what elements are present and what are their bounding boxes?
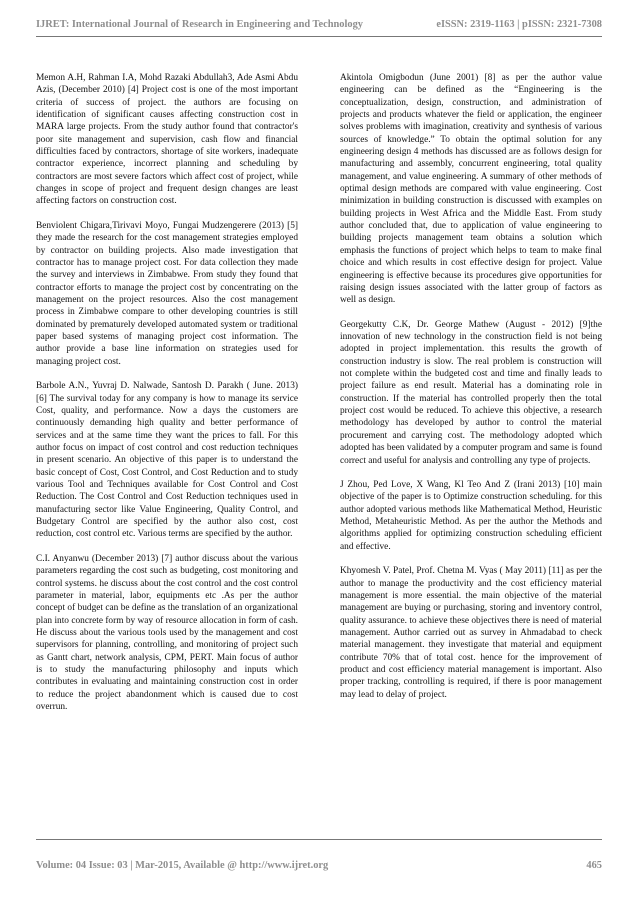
journal-title: IJRET: International Journal of Research in Engineering and Technology	[36, 18, 363, 30]
reference-paragraph: Akintola Omigbodun (June 2001) [8] as per the author value engineering can be defined as the “Engineering is the conceptualization, design, construction, and administration of projects and products whatever the field or application, the engineer solves problems with imagination, creativity and synthesis of various sources of knowledge.” To obtain the optimal solution for any engineering design 4 methods has discussed are as follows design for manufacturing and assembly, concurrent engineering, total quality management, and value engineering. A summary of other methods of optimal design methods are compared with value engineering. Cost minimization in building construction is discussed with examples on building projects in West Africa and the Middle East. From study author concluded that, due to application of value engineering to building projects management team obtains a solution which emphasis the functions of project which helps to team to make final choice and which results in cost effective design for project. Value engineering is effective because its procedures give opportunities for raising design issues associated with the latter group of factors as well as design.	[340, 73, 602, 306]
reference-paragraph: Memon A.H, Rahman I.A, Mohd Razaki Abdullah3, Ade Asmi Abdu Azis, (December 2010) [4] Project cost is one of the most important criteria of success of project. the authors are focusing on identification of significant causes affecting construction cost in MARA large projects. From the study author found that contractor's poor site management and supervision, cash flow and financial difficulties faced by contractors, shortage of site workers, inadequate contractor experience, incorrect planning and scheduling by contractors are most severe factors which affect cost of project, while changes in scope of project and frequent design changes are least affecting factors on construction cost.	[36, 73, 298, 207]
reference-paragraph: Georgekutty C.K, Dr. George Mathew (August - 2012) [9]the innovation of new technology in the construction field is not being adopted in project implementation. this results the growth of construction industry is slow. The real problem is construction will not complete within the budgeted cost and time and finally leads to project failure as end result. Material has a dominating role in construction. If the material has controlled properly then the total project cost would be reduced. To achieve this objective, a research methodology has developed by author to control the material procurement and carrying cost. The methodology adopted which adopted has been validated by a computer program and same is found correct and useful for analysis and controlling any type of projects.	[340, 319, 602, 466]
journal-header	[36, 14, 602, 34]
footer-issue-info	[36, 860, 328, 871]
page-number: 465	[586, 859, 602, 871]
left-column	[36, 72, 298, 832]
reference-paragraph: C.I. Anyanwu (December 2013) [7] author discuss about the various parameters regarding the cost such as budgeting, cost monitoring and control systems. he discuss about the cost control and the cost control parameter in material, labor, equipments etc .As per the author concept of budget can be define as the translation of an organizational plan into concrete form by way of resource allocation in form of cash. He discuss about the various tools used by the management and cost supervisors for planning, controlling, and monitoring of project such as Gantt chart, network analysis, CPM, PERT. Main focus of author is to study the manufacturing philosophy and inputs which contributes in evaluating and maintaining construction cost in order to reduce the project abandonment which is caused due to cost overrun.	[36, 553, 298, 713]
journal-website-link[interactable]: http://www.ijret.org	[239, 859, 329, 871]
page-footer	[36, 857, 602, 873]
right-column	[340, 72, 602, 832]
reference-paragraph: Benviolent Chigara,Tirivavi Moyo, Fungai Mudzengerere (2013) [5] they made the research for the cost management strategies employed by contractor on building projects. Also made investigation that contractor has to manage project cost. For data collection they made the survey and interviews in Zimbabwe. From study they found that contractor efforts to manage the project cost by concentrating on the management on the project resources. Also the cost management process in Zimbabwe compare to other developing countries is still dominated by prematurely developed automated system or traditional paper based systems of managing project cost information. The author provide a base line information on strategies used for managing project cost.	[36, 220, 298, 367]
journal-issn: eISSN: 2319-1163 | pISSN: 2321-7308	[436, 18, 602, 30]
header-divider	[36, 36, 602, 37]
footer-divider	[36, 839, 602, 840]
reference-paragraph: Khyomesh V. Patel, Prof. Chetna M. Vyas ( May 2011) [11] as per the author to manage the productivity and the cost efficiency material management is more essential. the main objective of the material management are buying or purchasing, storing and inventory control, quality assurance. to achieve these objectives there is need of material management. Author carried out as survey in Ahmadabad to check material management. they investigate that material and equipment contribute 70% that of total cost. hence for the improvement of product and cost efficiency material management is important. Also proper tracking, controlling is required, if there is poor management may lead to delay of project.	[340, 566, 602, 700]
reference-paragraph: J Zhou, Ped Love, X Wang, Kl Teo And Z (Irani 2013) [10] main objective of the paper is to Optimize construction scheduling. for this author adopted various methods like Mathematical Method, Heuristic Method, Metaheuristic Method. As per the author the Methods and algorithms applied for optimizing construction scheduling efficient and effective.	[340, 480, 602, 552]
footer-volume-text: Volume: 04 Issue: 03 | Mar-2015, Available @	[36, 859, 240, 871]
reference-paragraph: Barbole A.N., Yuvraj D. Nalwade, Santosh D. Parakh ( June. 2013) [6] The survival today for any company is how to manage its service Cost, quality, and performance. Now a days the customers are continuously demanding high quality and better performance of services and at the same time they want the prices to fall. For this author focus on impact of cost control and cost reduction techniques in present scenario. An objective of this paper is to understand the basic concept of Cost, Cost Control, and Cost Reduction and to study various Tool and Techniques available for Cost Control and Cost Reduction. The Cost Control and Cost Reduction techniques used in manufacturing sector like Value Engineering, Quality Control, and Budgetary Control are specified by the author also cost, cost reduction, cost control etc. Various terms are specified by the author.	[36, 381, 298, 540]
